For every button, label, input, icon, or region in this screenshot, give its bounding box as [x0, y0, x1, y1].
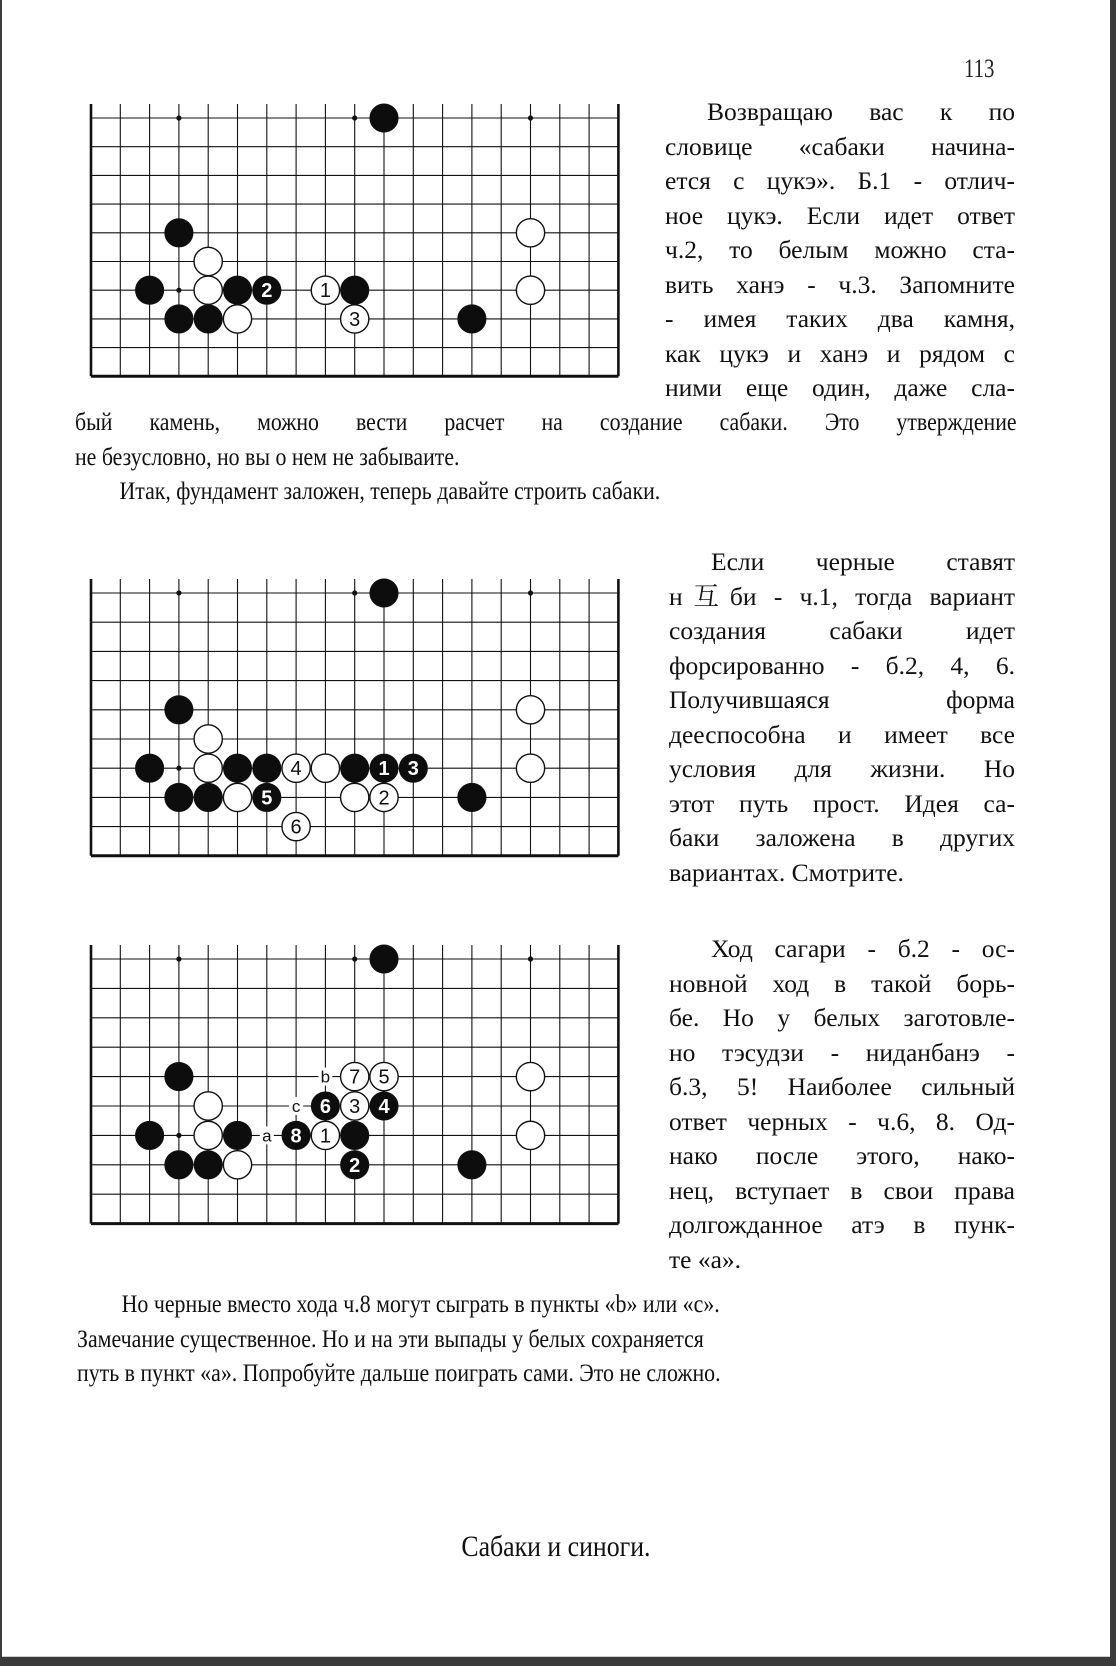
text-line: долгожданное атэ в пунк-	[669, 1210, 1015, 1239]
white-stone	[516, 1062, 544, 1090]
white-stone	[194, 1092, 222, 1120]
white-stone	[516, 696, 544, 724]
section-title	[2, 1530, 1110, 1564]
white-stone	[194, 276, 222, 304]
text-line: вить ханэ - ч.3. Запомните	[665, 269, 1015, 299]
text-line: ответ черных - ч.6, 8. Од-	[669, 1106, 1015, 1136]
white-stone	[516, 219, 544, 247]
black-stone	[341, 754, 369, 782]
white-stone	[516, 276, 544, 304]
black-stone	[165, 1062, 193, 1090]
black-stone	[370, 579, 398, 607]
text-line: Ход сагари - б.2 - ос-	[711, 934, 1015, 963]
black-stone	[135, 276, 163, 304]
white-stone	[223, 305, 251, 333]
hoshi-point	[352, 956, 357, 961]
text-line: Но черные вместо хода ч.8 могут сыграть в пункты «b» или «с».	[121, 1289, 720, 1318]
white-stone	[311, 754, 339, 782]
move-number: 4	[378, 1096, 390, 1118]
white-stone	[194, 725, 222, 753]
point-label-c: c	[291, 1097, 301, 1116]
text-line: ними еще один, даже сла-	[665, 373, 1015, 402]
text-line: бе. Но у белых заготовле-	[669, 1003, 1015, 1032]
white-stone	[194, 1121, 222, 1149]
text-line: форсированно - б.2, 4, 6.	[669, 650, 1015, 680]
text-line: - имея таких два камня,	[665, 304, 1015, 333]
move-number: 2	[261, 280, 273, 303]
point-label-a: a	[262, 1126, 272, 1146]
text-line: Замечание существенное. Но и на эти выпады у белых сохраняется	[77, 1323, 704, 1353]
black-stone	[458, 305, 486, 333]
text-line: Возвращаю вас к по	[707, 97, 1015, 126]
text-line: условия для жизни. Но	[669, 754, 1015, 783]
text-line: путь в пункт «а». Попробуйте дальше поиграть сами. Это не сложно.	[77, 1358, 721, 1387]
hoshi-point	[176, 288, 181, 293]
text-line: те «а».	[669, 1244, 742, 1274]
text-line: ч.2, то белым можно ста-	[665, 235, 1015, 264]
text-line: как цукэ и ханэ и рядом с	[665, 338, 1015, 368]
black-stone	[194, 783, 222, 811]
move-number: 3	[349, 1096, 361, 1118]
text-line: новной ход в такой борь-	[669, 968, 1015, 998]
move-number: 7	[349, 1066, 361, 1089]
text-block-3-side	[669, 932, 1015, 1277]
hoshi-point	[176, 115, 181, 120]
text-line: создания сабаки идет	[669, 616, 1015, 645]
white-stone	[194, 754, 222, 782]
hoshi-point	[176, 1133, 181, 1138]
hoshi-point	[352, 115, 357, 120]
move-number: 4	[290, 758, 302, 781]
text-line: Получившаяся форма	[669, 685, 1015, 714]
text-line: этот путь прост. Идея са-	[669, 788, 1015, 818]
move-number: 2	[378, 787, 390, 810]
black-stone	[135, 754, 163, 782]
go-diagram-2	[89, 576, 623, 861]
go-diagram-1	[89, 100, 623, 382]
black-stone	[194, 1151, 222, 1179]
move-number: 6	[290, 816, 302, 839]
black-stone	[165, 1151, 193, 1179]
text-line: б.3, 5! Наиболее сильный	[669, 1072, 1015, 1101]
black-stone	[370, 945, 398, 973]
move-number: 6	[319, 1096, 331, 1118]
text-block-1-full	[75, 405, 1116, 509]
text-line: но тэсудзи - ниданбанэ -	[669, 1037, 1015, 1067]
black-stone	[370, 104, 398, 132]
book-page	[2, 0, 1110, 1657]
text-line: нец, вступает в свои права	[669, 1175, 1015, 1205]
text-line: словице «сабаки начина-	[665, 131, 1015, 161]
hoshi-point	[176, 766, 181, 771]
white-stone	[516, 1121, 544, 1149]
move-number: 3	[407, 758, 419, 781]
text-line: нако после этого, нако-	[669, 1141, 1015, 1170]
black-stone	[223, 1121, 251, 1149]
white-stone	[223, 1151, 251, 1179]
black-stone	[165, 783, 193, 811]
text-block-3-full	[77, 1287, 1116, 1391]
move-number: 5	[261, 787, 273, 810]
hoshi-point	[528, 956, 533, 961]
hoshi-point	[176, 590, 181, 595]
white-stone	[223, 783, 251, 811]
text-line: ется с цукэ». Б.1 - отлич-	[665, 166, 1015, 195]
black-stone	[194, 305, 222, 333]
text-line: баки заложена в других	[669, 823, 1015, 852]
black-stone	[341, 276, 369, 304]
move-number: 1	[378, 758, 390, 781]
black-stone	[165, 305, 193, 333]
text-line: бый камень, можно вести расчет на создание сабаки. Это утверждение	[75, 407, 1017, 436]
move-number: 3	[349, 308, 361, 331]
text-block-1-side	[665, 95, 1015, 406]
black-stone	[135, 1121, 163, 1149]
go-diagram-3	[89, 942, 623, 1229]
text-line: вариантах. Смотрите.	[669, 857, 904, 887]
move-number: 5	[378, 1066, 390, 1089]
black-stone	[223, 276, 251, 304]
white-stone	[516, 754, 544, 782]
black-stone	[165, 219, 193, 247]
page-number: 113	[964, 54, 995, 83]
white-stone	[194, 247, 222, 275]
move-number: 1	[319, 280, 331, 303]
hoshi-point	[528, 590, 533, 595]
section-title-text: Сабаки и синоги.	[461, 1530, 651, 1563]
black-stone	[341, 1121, 369, 1149]
black-stone	[223, 754, 251, 782]
move-number: 1	[319, 1125, 331, 1148]
white-stone	[341, 783, 369, 811]
point-label-b: b	[320, 1067, 331, 1087]
black-stone	[458, 1151, 486, 1179]
text-block-2-side	[669, 545, 1015, 890]
text-line: н互би - ч.1, тогда вариант	[669, 581, 1015, 611]
black-stone	[165, 696, 193, 724]
move-number: 2	[349, 1154, 361, 1177]
text-line: не безусловно, но вы о нем не забываите.	[75, 441, 460, 471]
black-stone	[253, 754, 281, 782]
move-number: 8	[290, 1125, 302, 1148]
hoshi-point	[352, 590, 357, 595]
black-stone	[458, 783, 486, 811]
text-line: Если черные ставят	[711, 547, 1015, 576]
text-line: дееспособна и имеет все	[669, 719, 1015, 749]
hoshi-point	[528, 115, 533, 120]
text-line: ное цукэ. Если идет ответ	[665, 200, 1015, 230]
paragraph-intro: Итак, фундамент заложен, теперь давайте строить сабаки.	[119, 476, 661, 505]
hoshi-point	[176, 956, 181, 961]
